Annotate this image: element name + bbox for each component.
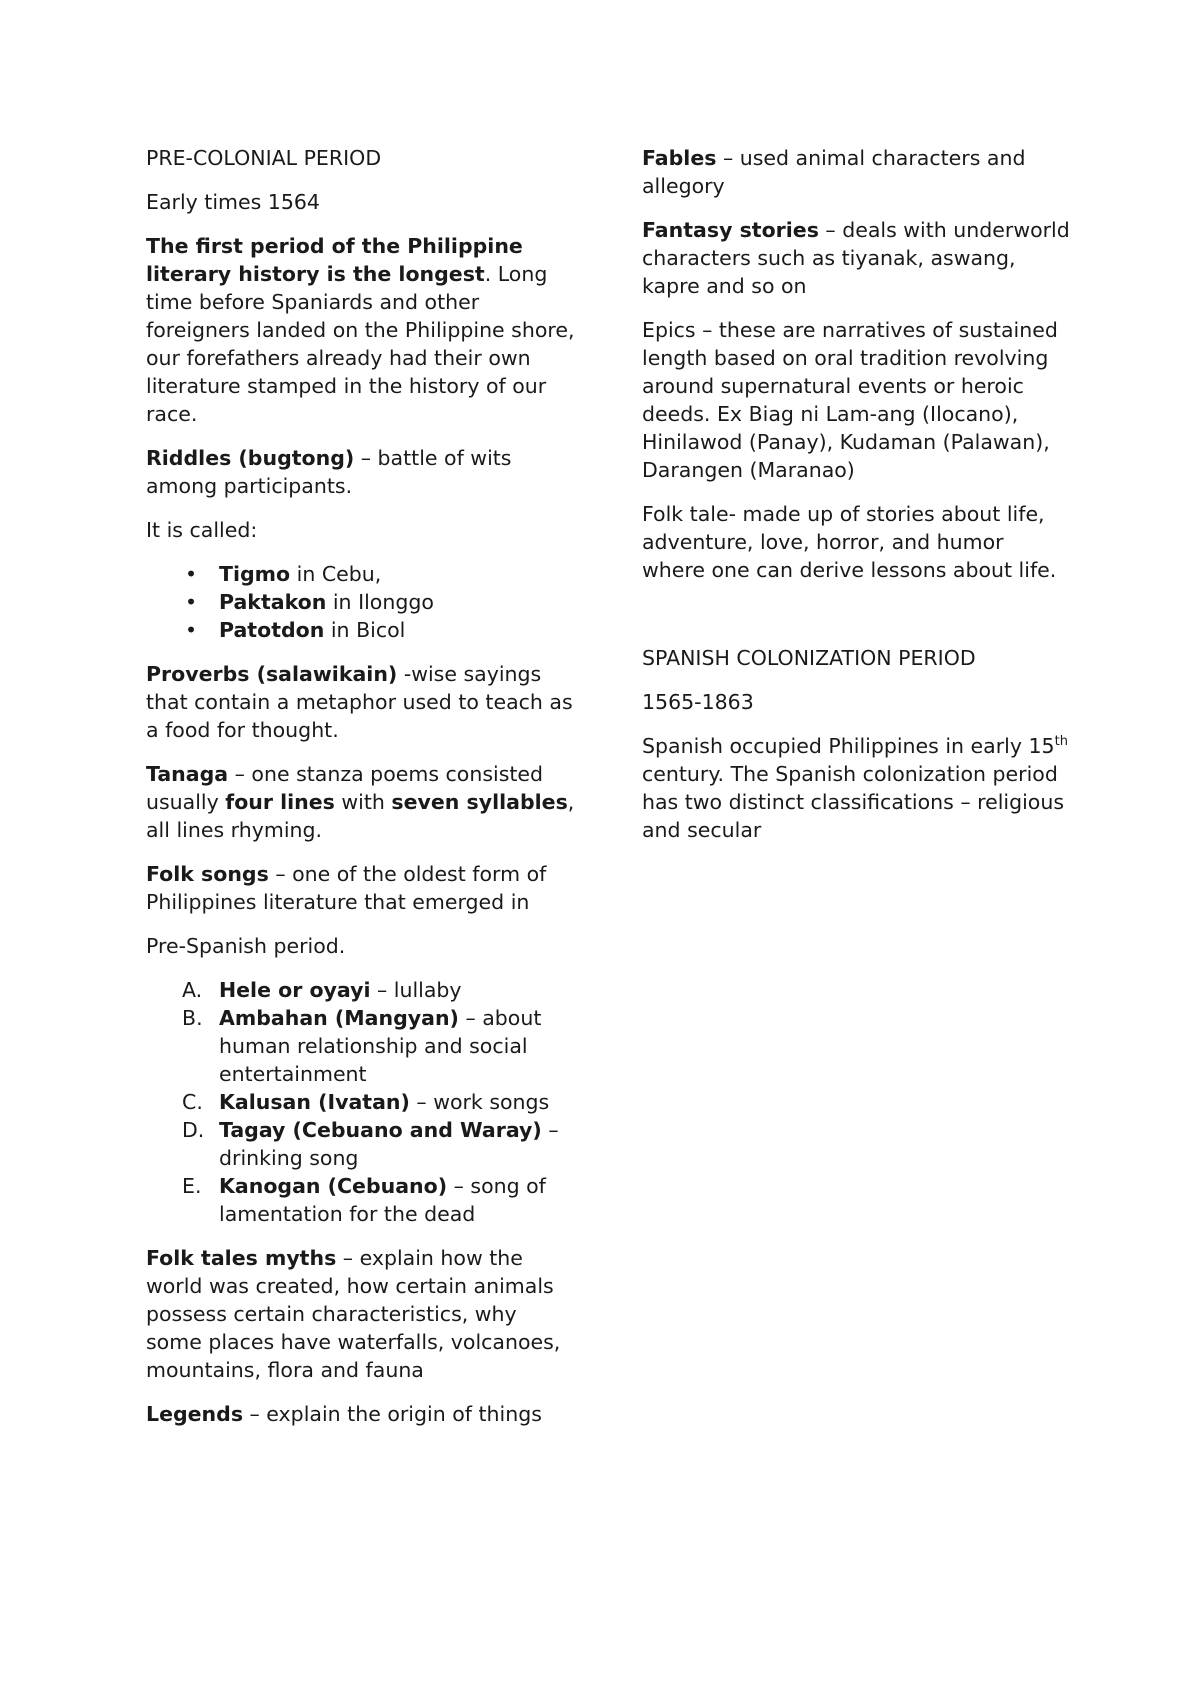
riddle-names-list [146, 560, 576, 644]
tanaga-bold-2: seven syllables [391, 790, 568, 814]
list-text: – work songs [409, 1090, 550, 1114]
list-item [146, 1004, 576, 1088]
spanish-text-1: Spanish occupied Philippines in early 15 [642, 734, 1055, 758]
tanaga-definition-1: – one stanza poems consisted usually [146, 762, 544, 814]
list-marker: E. [182, 1174, 202, 1198]
list-marker: B. [182, 1006, 203, 1030]
spacer [642, 600, 1072, 644]
section-subheading-early-times: Early times 1564 [146, 190, 320, 214]
list-item [146, 1088, 576, 1116]
list-text: in Cebu, [290, 562, 382, 586]
list-item [146, 976, 576, 1004]
bullet-marker: • [185, 618, 198, 642]
list-term: Tigmo [219, 562, 291, 586]
folk-songs-paragraph [146, 860, 576, 916]
list-marker: D. [182, 1118, 205, 1142]
left-column [146, 144, 576, 1444]
intro-paragraph [146, 232, 576, 428]
myths-definition: – explain how the world was created, how certain animals possess certain characteristics, why some places have waterfalls, volcanoes, mountains, flora and fauna [146, 1246, 561, 1382]
proverbs-definition: -wise sayings that contain a metaphor used to teach as a food for thought. [146, 662, 573, 742]
tanaga-definition-2: with [334, 790, 392, 814]
spanish-paragraph [642, 732, 1072, 844]
list-text: – song of lamentation for the dead [219, 1174, 546, 1226]
right-column [642, 144, 1072, 860]
tanaga-bold-1: four lines [225, 790, 335, 814]
called-label: It is called: [146, 518, 258, 542]
fables-paragraph [642, 144, 1072, 200]
legends-term: Legends [146, 1402, 244, 1426]
spanish-text-2: century. The Spanish colonization period has two distinct classifications – religious and secular [642, 762, 1065, 842]
section-heading-precolonial: PRE-COLONIAL PERIOD [146, 146, 382, 170]
list-term: Ambahan (Mangyan) [219, 1006, 459, 1030]
epics-paragraph: Epics – these are narratives of sustained length based on oral tradition revolving around supernatural events or heroic deeds. Ex Biag ni Lam-ang (Ilocano), Hinilawod (Panay), Kudaman (Palawan), Darangen (Maranao) [642, 318, 1058, 482]
list-term: Kalusan (Ivatan) [219, 1090, 410, 1114]
list-text: – about human relationship and social entertainment [219, 1006, 542, 1086]
fables-definition: – used animal characters and allegory [642, 146, 1026, 198]
bullet-marker: • [185, 562, 198, 586]
myths-term: Folk tales myths [146, 1246, 337, 1270]
section-years-spanish: 1565-1863 [642, 690, 754, 714]
list-text: in Ilonggo [326, 590, 434, 614]
tanaga-paragraph [146, 760, 576, 844]
folk-tale-paragraph: Folk tale- made up of stories about life, adventure, love, horror, and humor where one can derive lessons about life. [642, 502, 1057, 582]
intro-bold-text: The first period of the Philippine literary history is the longest [146, 234, 523, 286]
list-term: Hele or oyayi [219, 978, 371, 1002]
tanaga-term: Tanaga [146, 762, 229, 786]
bullet-marker: • [185, 590, 198, 614]
legends-paragraph [146, 1400, 576, 1428]
list-item [146, 1116, 576, 1172]
list-item [146, 616, 576, 644]
folk-songs-list [146, 976, 576, 1228]
list-item [146, 560, 576, 588]
riddles-paragraph [146, 444, 576, 500]
section-heading-spanish: SPANISH COLONIZATION PERIOD [642, 646, 976, 670]
myths-paragraph [146, 1244, 576, 1384]
list-item [146, 1172, 576, 1228]
fantasy-definition: – deals with underworld characters such as tiyanak, aswang, kapre and so on [642, 218, 1070, 298]
tanaga-definition-3: , all lines rhyming. [146, 790, 575, 842]
proverbs-term: Proverbs (salawikain) [146, 662, 398, 686]
list-term: Paktakon [219, 590, 327, 614]
ordinal-suffix: th [1054, 734, 1068, 750]
folk-songs-definition: – one of the oldest form of Philippines literature that emerged in [146, 862, 547, 914]
proverbs-paragraph [146, 660, 576, 744]
list-marker: C. [182, 1090, 203, 1114]
list-text: – lullaby [370, 978, 462, 1002]
list-text: in Bicol [324, 618, 406, 642]
list-term: Tagay (Cebuano and Waray) [219, 1118, 542, 1142]
fables-term: Fables [642, 146, 717, 170]
legends-definition: – explain the origin of things [243, 1402, 542, 1426]
fantasy-term: Fantasy stories [642, 218, 819, 242]
fantasy-paragraph [642, 216, 1072, 300]
intro-text: . Long time before Spaniards and other foreigners landed on the Philippine shore, our forefathers already had their own literature stamped in the history of our race. [146, 262, 575, 426]
riddles-term: Riddles (bugtong) [146, 446, 355, 470]
list-text: – drinking song [219, 1118, 559, 1170]
list-marker: A. [182, 978, 203, 1002]
pre-spanish-label: Pre-Spanish period. [146, 934, 346, 958]
riddles-definition: – battle of wits among participants. [146, 446, 512, 498]
list-term: Kanogan (Cebuano) [219, 1174, 448, 1198]
list-item [146, 588, 576, 616]
folk-songs-term: Folk songs [146, 862, 269, 886]
list-term: Patotdon [219, 618, 325, 642]
